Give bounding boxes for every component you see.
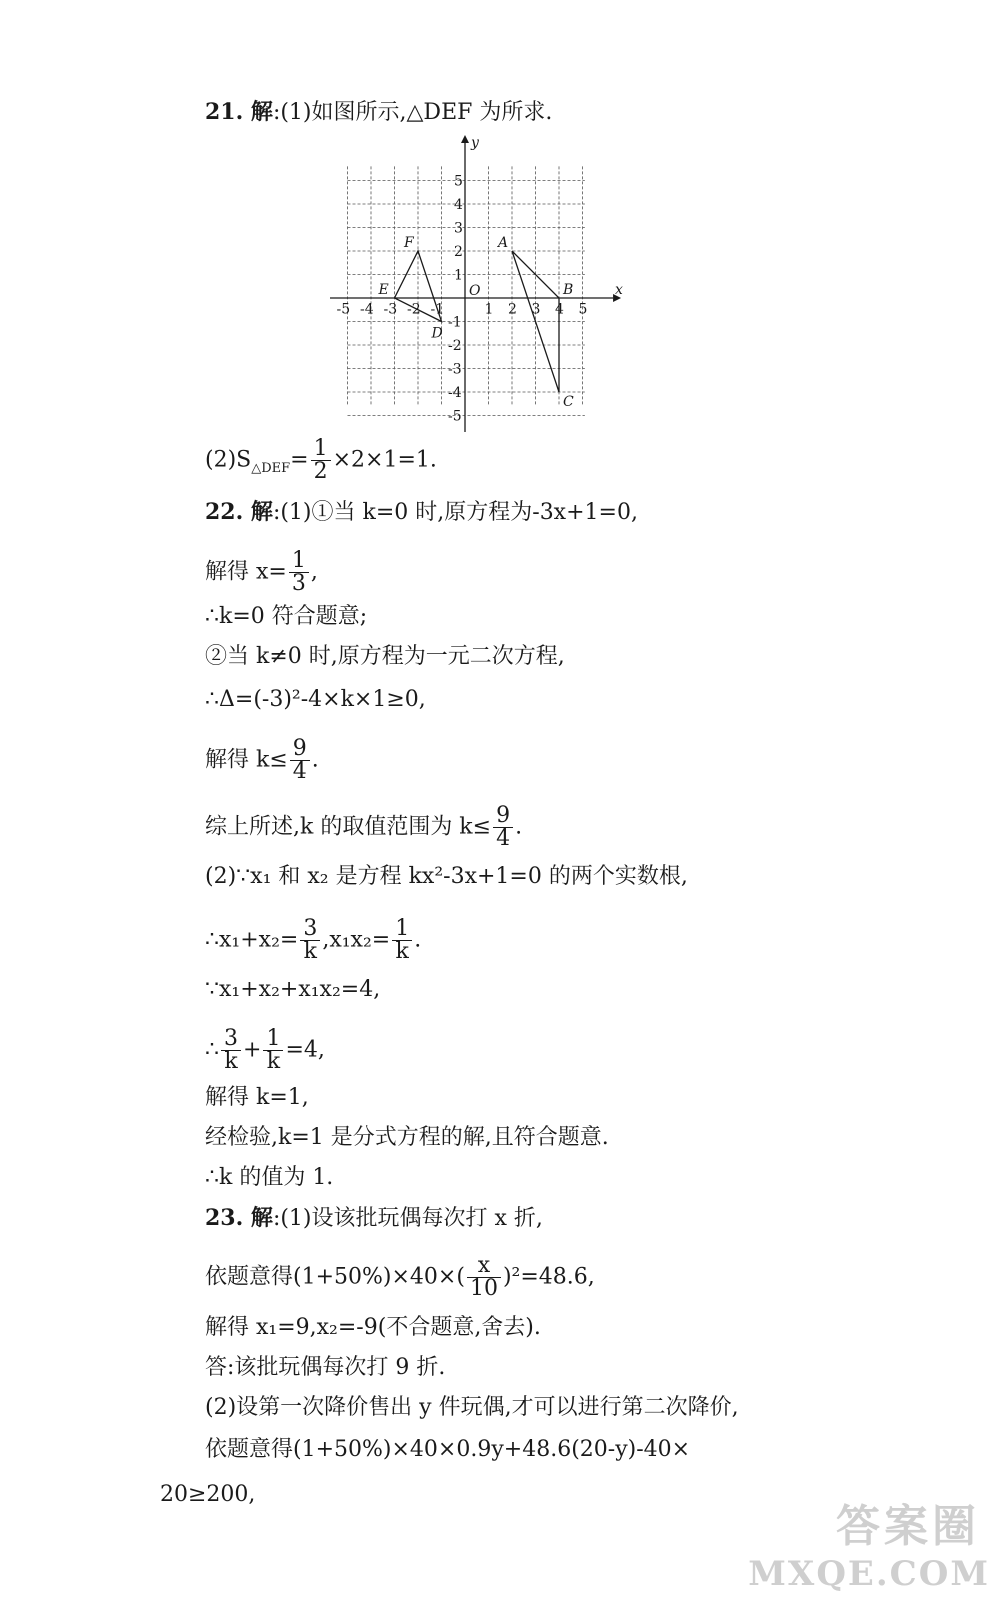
q22-line2 (205, 550, 318, 595)
y-tick-label: 5 (454, 173, 463, 190)
area-frac-num: 1 (311, 438, 331, 461)
area-tail: ×2×1=1. (332, 447, 437, 473)
coordinate-graph (320, 135, 623, 435)
y-axis-label: y (471, 135, 479, 151)
point-label-a: A (498, 235, 509, 251)
x-tick-label: 2 (508, 301, 517, 318)
q22-l11-num2: 1 (263, 1028, 283, 1051)
q22-l11-prefix: ∴ (205, 1037, 219, 1063)
x-tick-label: 3 (531, 301, 541, 318)
y-tick-label: 1 (454, 267, 463, 284)
area-frac-den: 2 (313, 459, 328, 484)
area-subscript: △DEF (251, 460, 291, 476)
point-label-c: C (563, 394, 574, 410)
q22-l11-fraction1 (221, 1028, 241, 1073)
y-tick-label: -4 (448, 385, 462, 401)
x-tick-label: -2 (407, 301, 421, 318)
q22-l2-tail: , (310, 559, 318, 585)
q22-l6-prefix: 解得 k≤ (205, 747, 288, 773)
q21-area-line (205, 438, 437, 484)
q22-line8: (2)∵x₁ 和 x₂ 是方程 kx²-3x+1=0 的两个实数根, (205, 864, 688, 889)
q22-l6-fraction (290, 738, 310, 783)
q22-line5: ∴Δ=(-3)²-4×k×1≥0, (205, 687, 426, 712)
q22-l2-num: 1 (289, 550, 309, 573)
q23-l2-tail: )²=48.6, (502, 1264, 595, 1290)
y-tick-label: -1 (448, 314, 462, 331)
q22-l11-mid: + (243, 1037, 262, 1063)
x-tick-label: -1 (430, 301, 445, 318)
area-prefix: (2)S (205, 447, 252, 473)
q22-l11-tail: =4, (285, 1037, 325, 1063)
watermark-url: MXQE.COM (748, 1554, 990, 1594)
q23-line1: :(1)设该批玩偶每次打 x 折, (272, 1206, 543, 1231)
q23-line7: 20≥200, (160, 1482, 256, 1507)
q22-l7-den: 4 (496, 826, 511, 851)
q22-l11-den2: k (266, 1049, 281, 1074)
q21-heading (205, 97, 552, 128)
q22-line4: ②当 k≠0 时,原方程为一元二次方程, (205, 644, 565, 669)
q22-l7-fraction (493, 805, 513, 850)
y-tick-label: 4 (454, 197, 463, 213)
q22-line1: :(1)①当 k=0 时,原方程为-3x+1=0, (272, 500, 638, 525)
q22-l9-den2: k (395, 939, 409, 964)
q22-l7-tail: . (515, 814, 523, 840)
q22-line9 (205, 918, 421, 963)
y-tick-label: -5 (448, 408, 462, 425)
q23-heading (205, 1203, 543, 1234)
y-tick-label: -2 (448, 338, 462, 354)
q22-heading (205, 497, 638, 528)
q21-label: 21. 解 (205, 99, 273, 125)
q23-label: 23. 解 (205, 1205, 273, 1231)
y-axis-arrow (461, 135, 469, 143)
x-tick-label: 5 (578, 301, 588, 318)
x-tick-label: -5 (336, 301, 351, 318)
q22-l9-fraction2 (392, 918, 412, 963)
origin-label: O (469, 283, 481, 299)
x-tick-label: -4 (360, 301, 374, 318)
q22-label: 22. 解 (205, 499, 273, 525)
q23-line5: (2)设第一次降价售出 y 件玩偶,才可以进行第二次降价, (205, 1395, 739, 1420)
q23-line3: 解得 x₁=9,x₂=-9(不合题意,舍去). (205, 1315, 541, 1340)
q22-l9-num2: 1 (392, 918, 412, 941)
q22-l6-tail: . (311, 747, 319, 773)
watermark-logo: 答案圈 (836, 1501, 980, 1552)
q23-l2-prefix: 依题意得(1+50%)×40×( (205, 1264, 465, 1290)
q22-line10: ∵x₁+x₂+x₁x₂=4, (205, 977, 381, 1002)
q22-l7-num: 9 (493, 805, 513, 828)
q22-l11-den1: k (224, 1049, 238, 1074)
q22-l7-prefix: 综上所述,k 的取值范围为 k≤ (205, 814, 492, 840)
q22-line7 (205, 805, 522, 850)
q22-l6-den: 4 (292, 759, 307, 784)
q22-l11-fraction2 (263, 1028, 283, 1073)
x-tick-label: -3 (383, 301, 398, 318)
q23-l2-den: 10 (469, 1276, 498, 1301)
y-tick-label: 3 (454, 220, 463, 237)
q22-l9-tail: . (414, 927, 422, 953)
q22-line6 (205, 738, 319, 783)
x-tick-label: 1 (484, 301, 494, 318)
q22-l6-num: 9 (290, 738, 310, 761)
y-tick-label: -3 (448, 361, 462, 378)
q22-line14: ∴k 的值为 1. (205, 1165, 334, 1190)
q21-text: :(1)如图所示,△DEF 为所求. (272, 100, 553, 125)
q22-l11-num1: 3 (221, 1028, 241, 1051)
point-label-b: B (563, 282, 574, 298)
point-label-f: F (404, 235, 414, 251)
q22-l2-prefix: 解得 x= (205, 559, 287, 585)
point-label-e: E (378, 282, 389, 298)
q23-line4: 答:该批玩偶每次打 9 折. (205, 1355, 446, 1380)
q22-l9-den1: k (303, 939, 317, 964)
x-tick-label: 4 (555, 301, 564, 318)
q23-line6: 依题意得(1+50%)×40×0.9y+48.6(20-y)-40× (205, 1437, 691, 1462)
q23-line2 (205, 1255, 595, 1300)
q22-l2-fraction (289, 550, 309, 595)
q22-l2-den: 3 (291, 571, 306, 596)
q22-line3: ∴k=0 符合题意; (205, 604, 368, 629)
q22-line12: 解得 k=1, (205, 1085, 309, 1110)
y-tick-label: 2 (454, 244, 463, 260)
q22-l9-mid: ,x₁x₂= (322, 927, 391, 953)
q22-l9-prefix: ∴x₁+x₂= (205, 927, 299, 953)
q23-l2-num: x (467, 1255, 501, 1278)
area-fraction (311, 438, 331, 483)
q22-line13: 经检验,k=1 是分式方程的解,且符合题意. (205, 1125, 609, 1150)
q22-line11 (205, 1028, 325, 1073)
q22-l9-num1: 3 (300, 918, 320, 941)
x-axis-label: x (615, 282, 623, 298)
point-label-d: D (431, 325, 443, 342)
area-eq: = (290, 447, 309, 473)
q22-l9-fraction1 (300, 918, 320, 963)
q23-l2-fraction (467, 1255, 501, 1300)
